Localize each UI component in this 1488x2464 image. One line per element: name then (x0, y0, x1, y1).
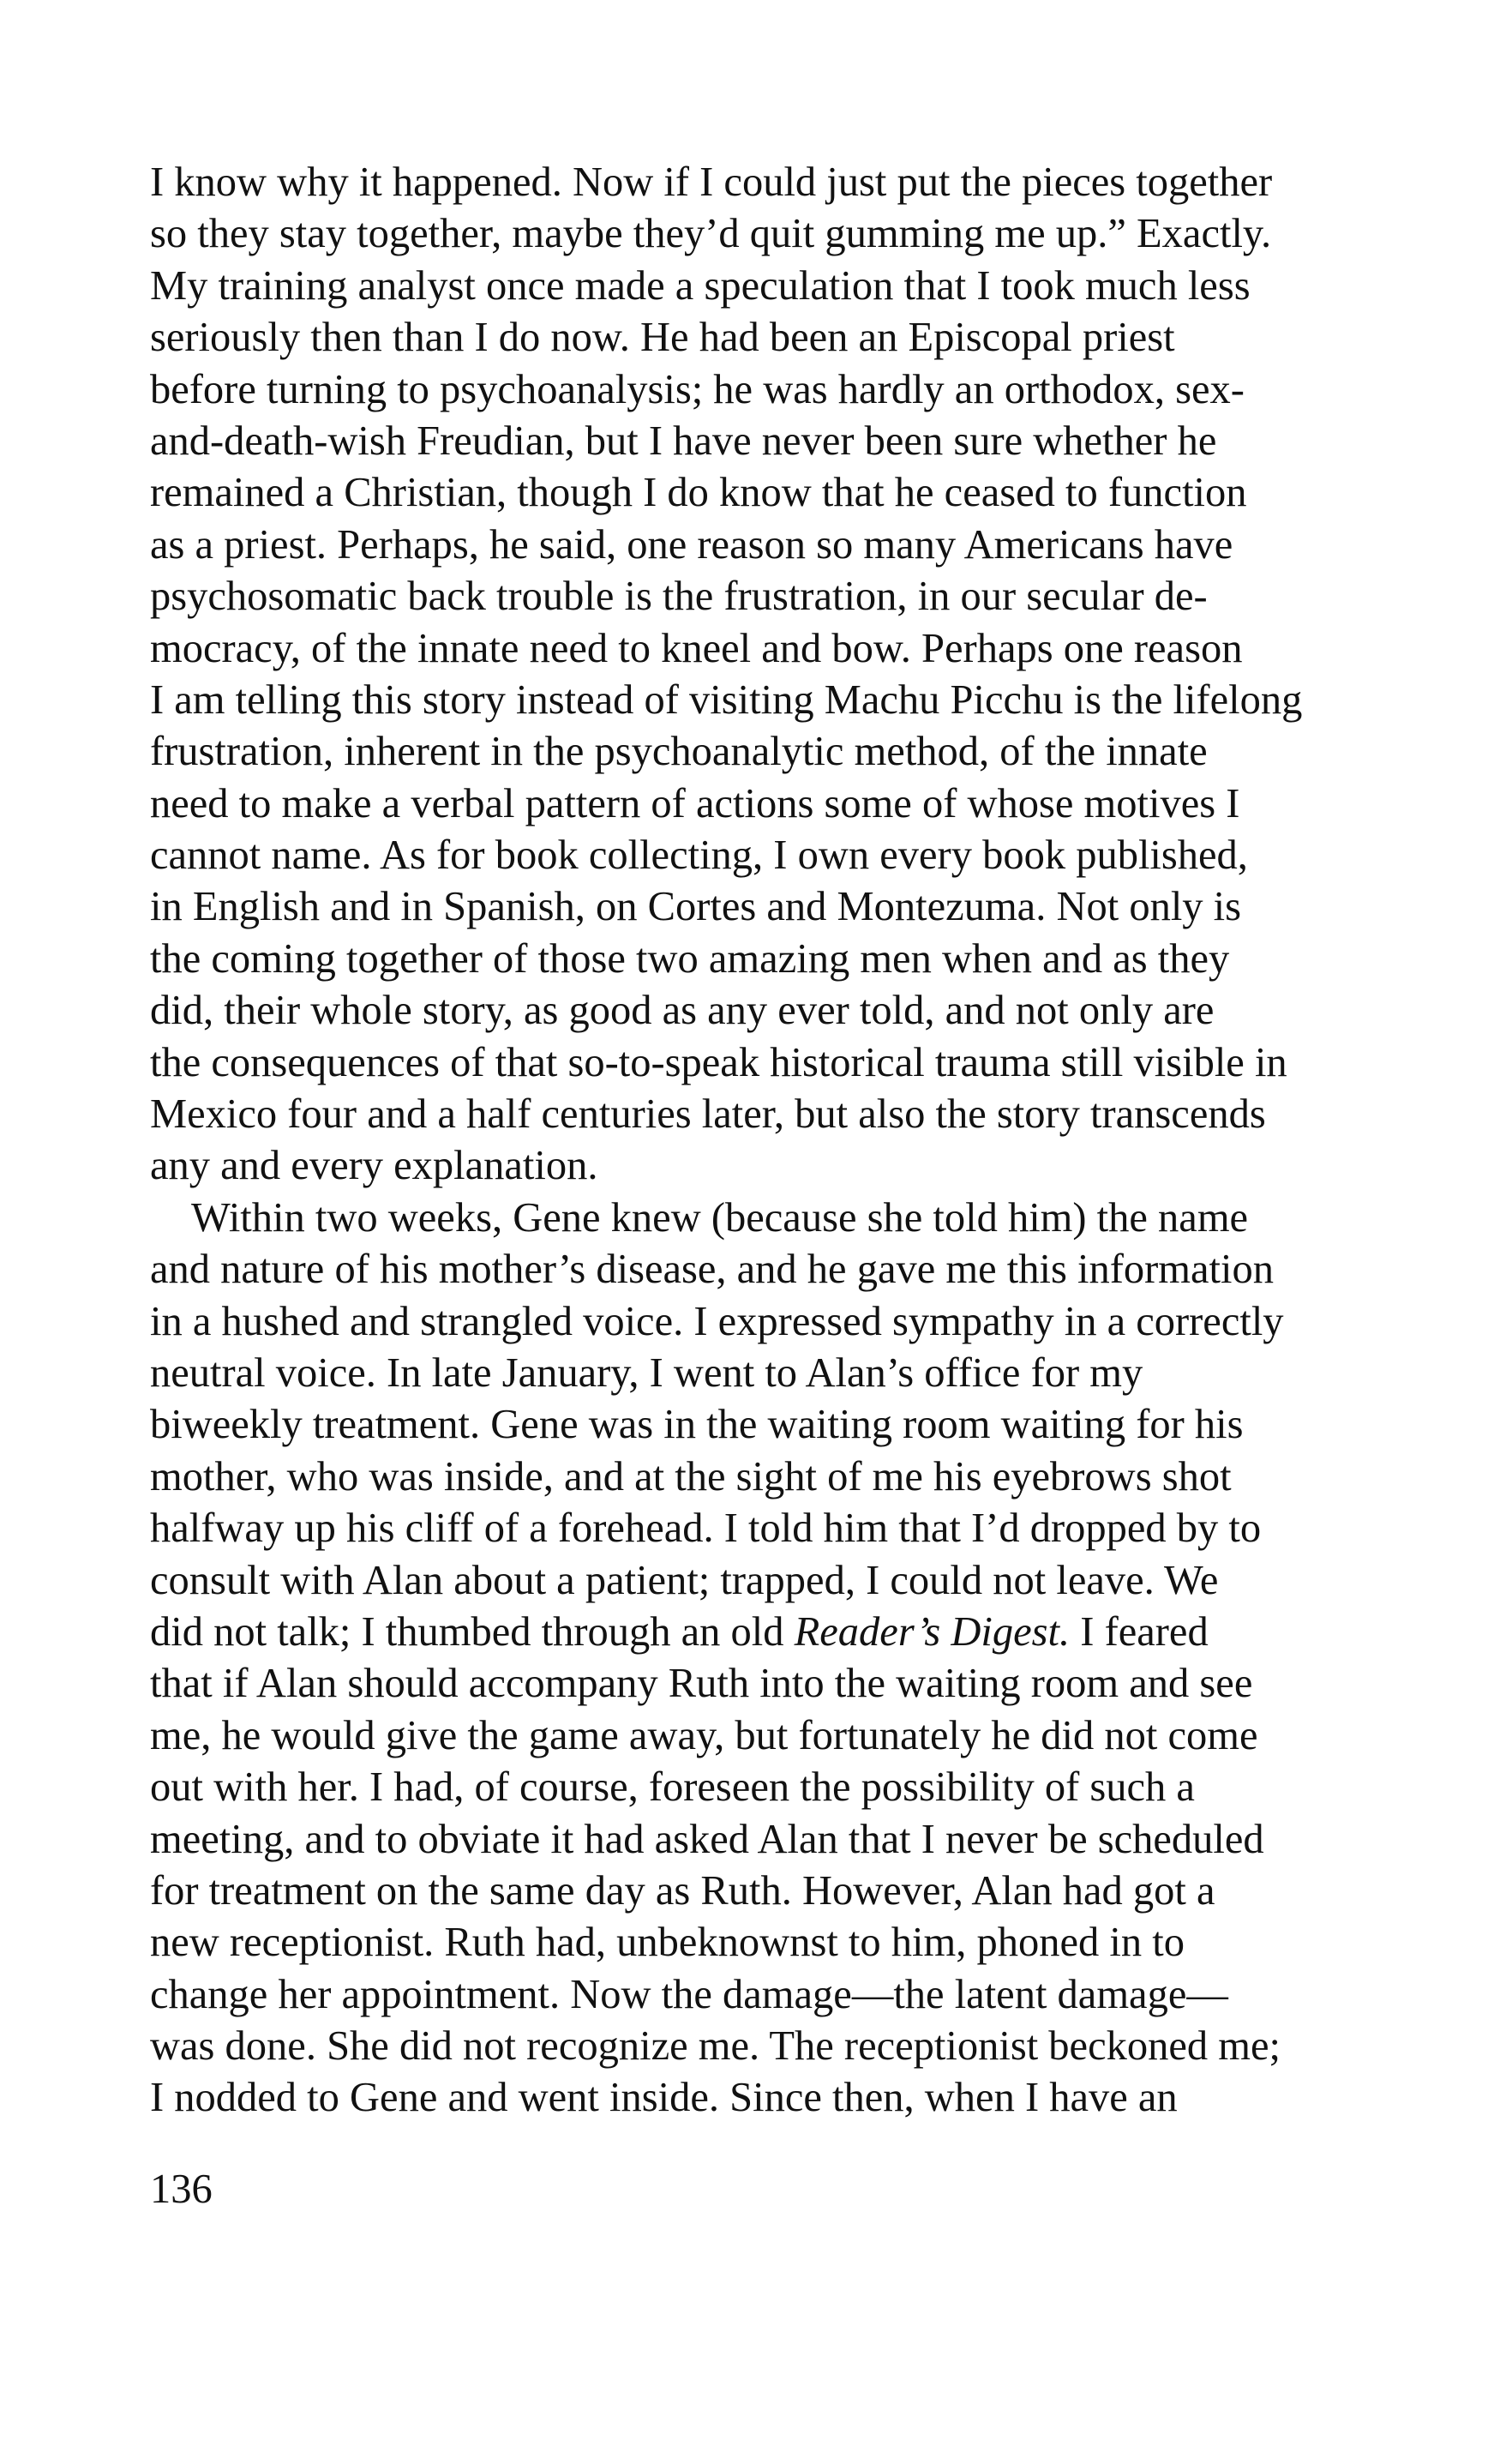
text-segment: did not talk; I thumbed through an old (150, 1608, 795, 1655)
text-line: me, he would give the game away, but fortunately he did not come (150, 1712, 1258, 1758)
text-line: meeting, and to obviate it had asked Alan that I never be scheduled (150, 1816, 1264, 1862)
text-line: for treatment on the same day as Ruth. However, Alan had got a (150, 1867, 1215, 1914)
text-line: mother, who was inside, and at the sight of me his eyebrows shot (150, 1453, 1232, 1499)
text-line: I know why it happened. Now if I could just put the pieces together (150, 159, 1273, 205)
text-line: out with her. I had, of course, foreseen the possibility of such a (150, 1764, 1195, 1811)
text-line: the coming together of those two amazing men when and as they (150, 935, 1230, 982)
text-line: halfway up his cliff of a forehead. I told him that I’d dropped by to (150, 1505, 1262, 1552)
text-line: that if Alan should accompany Ruth into the waiting room and see (150, 1661, 1253, 1707)
paragraph-2-part-a (150, 1193, 1367, 1607)
text-line: as a priest. Perhaps, he said, one reason so many Americans have (150, 521, 1233, 568)
text-line: I am telling this story instead of visiting Machu Picchu is the lifelong (150, 676, 1303, 723)
text-line: remained a Christian, though I do know that he ceased to function (150, 470, 1247, 516)
text-line-digest (150, 1607, 1367, 1658)
paragraph-2-part-b (150, 1658, 1367, 2124)
paragraph-1 (150, 157, 1367, 1193)
paragraph-2 (150, 1193, 1367, 2124)
text-line: the consequences of that so-to-speak historical trauma still visible in (150, 1039, 1287, 1085)
text-line: and-death-wish Freudian, but I have never been sure whether he (150, 418, 1217, 464)
page-number: 136 (150, 2167, 213, 2212)
text-line: Mexico four and a half centuries later, but also the story transcends (150, 1091, 1266, 1138)
text-line: cannot name. As for book collecting, I own every book published, (150, 832, 1248, 879)
text-line: did, their whole story, as good as any ever told, and not only are (150, 988, 1215, 1034)
text-line: biweekly treatment. Gene was in the waiting room waiting for his (150, 1402, 1244, 1448)
body-text (150, 157, 1367, 2124)
text-line: need to make a verbal pattern of actions some of whose motives I (150, 780, 1240, 826)
text-line: seriously then than I do now. He had been an Episcopal priest (150, 315, 1175, 361)
text-line: My training analyst once made a speculation that I took much less (150, 262, 1251, 309)
text-line: psychosomatic back trouble is the frustration, in our secular de- (150, 574, 1208, 620)
text-line: in English and in Spanish, on Cortes and Montezuma. Not only is (150, 884, 1242, 930)
text-line: frustration, inherent in the psychoanalytic method, of the innate (150, 729, 1208, 775)
text-line: Within two weeks, Gene knew (because she told him) the name (191, 1194, 1249, 1241)
text-line: in a hushed and strangled voice. I expressed sympathy in a correctly (150, 1298, 1284, 1344)
text-line: I nodded to Gene and went inside. Since then, when I have an (150, 2075, 1178, 2121)
text-line: so they stay together, maybe they’d quit gumming me up.” Exactly. (150, 211, 1272, 257)
text-line: any and every explanation. (150, 1143, 598, 1189)
text-segment: I feared (1070, 1608, 1209, 1655)
publication-title: Reader’s Digest. (794, 1608, 1071, 1655)
text-line: mocracy, of the innate need to kneel and bow. Perhaps one reason (150, 625, 1243, 671)
text-line: change her appointment. Now the damage—the latent damage— (150, 1971, 1228, 2017)
text-line: was done. She did not recognize me. The receptionist beckoned me; (150, 2023, 1281, 2070)
text-line: neutral voice. In late January, I went to Alan’s office for my (150, 1349, 1143, 1396)
text-line: and nature of his mother’s disease, and he gave me this information (150, 1247, 1274, 1293)
text-line: consult with Alan about a patient; trapped, I could not leave. We (150, 1557, 1219, 1603)
text-line: new receptionist. Ruth had, unbeknownst to him, phoned in to (150, 1920, 1185, 1966)
text-line: before turning to psychoanalysis; he was hardly an orthodox, sex- (150, 366, 1245, 412)
